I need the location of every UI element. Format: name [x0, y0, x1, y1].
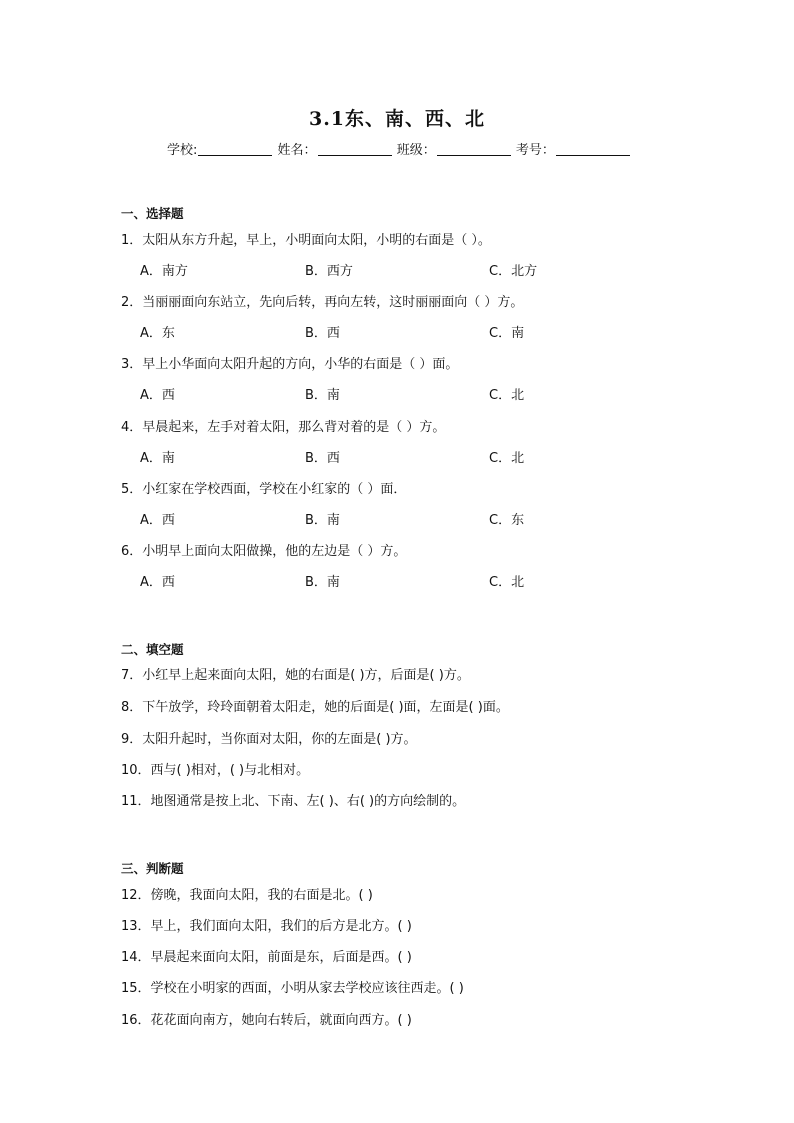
- option-c[interactable]: C．北: [489, 451, 525, 466]
- choice-options: [140, 509, 560, 527]
- judge-question: 12．傍晚，我面向太阳，我的右面是北。( ): [121, 888, 373, 903]
- choice-question: 1．太阳从东方升起，早上，小明面向太阳，小明的右面是（ ）。: [121, 233, 491, 248]
- judge-question: 15．学校在小明家的西面，小明从家去学校应该往西走。( ): [121, 981, 464, 996]
- option-b[interactable]: B．南: [305, 575, 340, 590]
- option-b[interactable]: B．南: [305, 388, 340, 403]
- school-label: 学校:: [167, 143, 198, 158]
- option-b[interactable]: B．西方: [305, 264, 353, 279]
- option-c[interactable]: C．北: [489, 388, 525, 403]
- student-info-line: [167, 139, 631, 158]
- option-c[interactable]: C．北: [489, 575, 525, 590]
- fill-question: 8．下午放学，玲玲面朝着太阳走，她的后面是( )面，左面是( )面。: [121, 700, 509, 715]
- name-blank[interactable]: [318, 142, 392, 156]
- option-a[interactable]: A．西: [140, 388, 175, 403]
- class-label: 班级：: [396, 143, 436, 158]
- choice-options: [140, 447, 560, 465]
- judge-question: 13．早上，我们面向太阳，我们的后方是北方。( ): [121, 919, 412, 934]
- judge-question: 16．花花面向南方，她向右转后，就面向西方。( ): [121, 1013, 412, 1028]
- option-c[interactable]: C．南: [489, 326, 525, 341]
- page-title: 3.1东、南、西、北: [308, 108, 486, 130]
- judge-question: 14．早晨起来面向太阳，前面是东，后面是西。( ): [121, 950, 412, 965]
- option-b[interactable]: B．西: [305, 326, 340, 341]
- option-a[interactable]: A．西: [140, 575, 175, 590]
- choice-options: [140, 322, 560, 340]
- choice-question: 3．早上小华面向太阳升起的方向，小华的右面是（ ）面。: [121, 357, 459, 372]
- choice-options: [140, 384, 560, 402]
- choice-options: [140, 260, 560, 278]
- option-c[interactable]: C．北方: [489, 264, 538, 279]
- choice-question: 4．早晨起来，左手对着太阳，那么背对着的是（ ）方。: [121, 420, 446, 435]
- option-a[interactable]: A．南方: [140, 264, 188, 279]
- fill-question: 9．太阳升起时，当你面对太阳，你的左面是( )方。: [121, 732, 417, 747]
- choice-question: 2．当丽丽面向东站立，先向后转，再向左转，这时丽丽面向（ ）方。: [121, 295, 524, 310]
- fill-question: 10．西与( )相对，( )与北相对。: [121, 763, 310, 778]
- number-blank[interactable]: [556, 142, 630, 156]
- option-b[interactable]: B．南: [305, 513, 340, 528]
- school-blank[interactable]: [198, 142, 272, 156]
- option-a[interactable]: A．东: [140, 326, 175, 341]
- choice-question: 6．小明早上面向太阳做操，他的左边是（ ）方。: [121, 544, 407, 559]
- section-choice-heading: 一、选择题: [121, 206, 184, 221]
- option-b[interactable]: B．西: [305, 451, 340, 466]
- class-blank[interactable]: [437, 142, 511, 156]
- option-a[interactable]: A．南: [140, 451, 175, 466]
- name-label: 姓名：: [277, 143, 317, 158]
- option-c[interactable]: C．东: [489, 513, 525, 528]
- option-a[interactable]: A．西: [140, 513, 175, 528]
- fill-question: 11．地图通常是按上北、下南、左( )、右( )的方向绘制的。: [121, 794, 466, 809]
- section-judge-heading: 三、判断题: [121, 861, 184, 876]
- number-label: 考号：: [515, 143, 555, 158]
- fill-question: 7．小红早上起来面向太阳，她的右面是( )方，后面是( )方。: [121, 668, 470, 683]
- choice-options: [140, 571, 560, 589]
- choice-question: 5．小红家在学校西面，学校在小红家的（ ）面．: [121, 482, 407, 497]
- section-fill-heading: 二、填空题: [121, 642, 184, 657]
